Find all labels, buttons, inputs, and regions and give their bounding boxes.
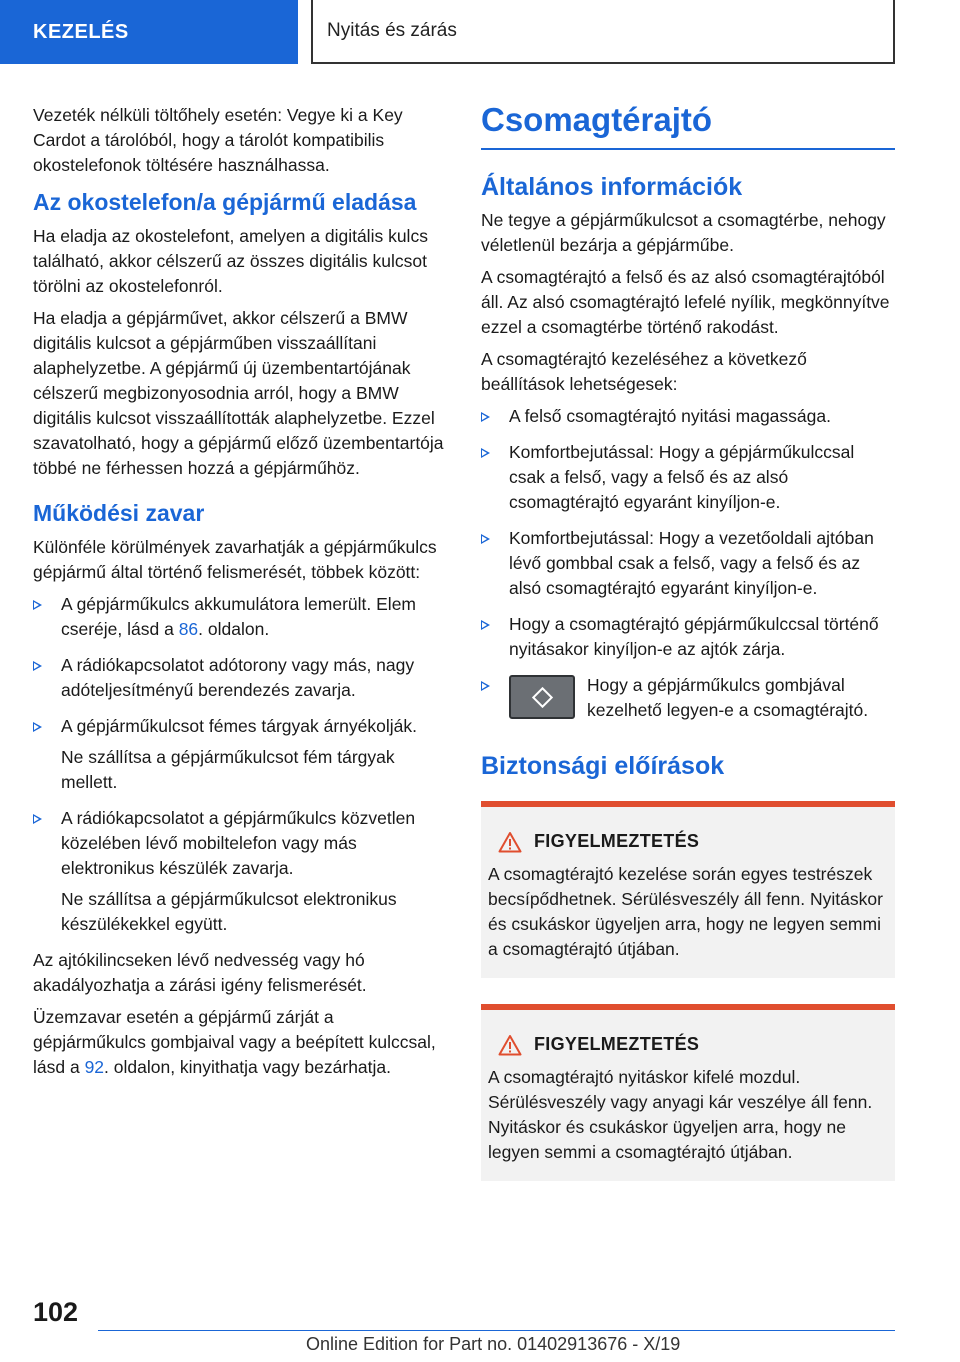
page-number: 102 [33, 1297, 79, 1327]
list-item: Hogy a gépjárműkulcs gombjával kezelhető legyen-e a csomagtérajtó. [481, 673, 895, 723]
warning-text: A csomagtérajtó kezelése során egyes testrészek becsípődhetnek. Sérülésveszély áll fenn. Nyitáskor és csukáskor ügyeljen arra, hogy ne legyen semmi a csomagtérajtó útjában. [488, 864, 883, 959]
list-item: A gépjárműkulcs akkumulátora lemerült. Elem cseréje, lásd a 86. oldalon. [33, 592, 448, 642]
list-item: A felső csomagtérajtó nyitási magassága. [481, 404, 895, 429]
page-link-92[interactable]: 92 [84, 1057, 105, 1077]
page-title: Csomagtérajtó [481, 100, 895, 150]
general-paragraph-3: A csomagtérajtó kezeléséhez a következő beállítások lehetségesek: [481, 349, 807, 394]
triangle-right-icon [481, 681, 490, 691]
warning-box-2 [481, 1004, 895, 1181]
list-item: A gépjárműkulcsot fémes tárgyak árnyékolják. Ne szállítsa a gépjárműkulcsot fém tárgyak mellett. [33, 714, 448, 795]
list-item-note: Ne szállítsa a gépjárműkulcsot elektronikus készülékekkel együtt. [61, 889, 397, 934]
settings-list [481, 404, 895, 723]
section-title: KEZELÉS [33, 20, 129, 43]
list-item: Komfortbejutással: Hogy a gépjárműkulccsal csak a felső, vagy a felső és az alsó csomagtérajtó egyaránt kinyíljon-e. [481, 440, 895, 515]
general-heading: Általános információk [481, 173, 743, 201]
triangle-right-icon [33, 814, 42, 824]
list-item-note: Ne szállítsa a gépjárműkulcsot fém tárgyak mellett. [61, 747, 395, 792]
chapter-tab [311, 0, 895, 64]
sale-paragraph-1: Ha eladja az okostelefont, amelyen a digitális kulcs található, akkor célszerű az összes digitális kulcsot törölni az okostelefonról. [33, 226, 428, 296]
ice-paragraph: Az ajtókilincseken lévő nedvesség vagy hó akadályozhatja a zárási igény felismerését. [33, 950, 367, 995]
general-paragraph-1: Ne tegye a gépjárműkulcsot a csomagtérbe, nehogy véletlenül bezárja a gépjárműbe. [481, 210, 886, 255]
warning-title: FIGYELMEZTETÉS [534, 1034, 700, 1054]
triangle-right-icon [481, 412, 490, 422]
intro-paragraph: Vezeték nélküli töltőhely esetén: Vegye ki a Key Cardot a tárolóból, hogy a tárolót kompatibilis okostelefonok töltésére használhassa. [33, 105, 403, 175]
triangle-right-icon [481, 620, 490, 630]
sale-paragraph-2: Ha eladja a gépjárművet, akkor célszerű a BMW digitális kulcsot a gépjárműben visszaállítani alaphelyzetbe. A gépjármű új üzembentartójának célszerű megbizonyosodnia arról, hogy a BMW digitális kulcsot visszaállították alaphelyzetbe. Ezzel szavatolható, hogy a gépjármű előző üzembentartója többé ne férhessen hozzá a gépjárműhöz. [33, 308, 444, 478]
footer-edition: Online Edition for Part no. 01402913676 - X/19 [306, 1334, 681, 1354]
triangle-right-icon [33, 600, 42, 610]
warning-triangle-icon [498, 1034, 522, 1056]
list-item: A rádiókapcsolatot a gépjárműkulcs közvetlen közelében lévő mobiltelefon vagy más elektronikus készülék zavarja. Ne szállítsa a gépjárműkulcsot elektronikus készülékekkel együtt. [33, 806, 448, 937]
right-column [481, 100, 895, 1207]
malfunction-intro: Különféle körülmények zavarhatják a gépjárműkulcs gépjármű által történő felismerését, többek között: [33, 537, 437, 582]
footer-divider [98, 1330, 895, 1331]
sale-heading: Az okostelefon/a gépjármű eladása [33, 189, 417, 215]
fault-paragraph: Üzemzavar esetén a gépjármű zárját a gépjárműkulcs gombjaival vagy a beépített kulccsal, lásd a 92. oldalon, kinyithatja vagy bezárhatja. [33, 1007, 436, 1077]
list-item: A rádiókapcsolatot adótorony vagy más, nagy adóteljesítményű berendezés zavarja. [33, 653, 448, 703]
triangle-right-icon [33, 661, 42, 671]
left-column [33, 103, 448, 1087]
general-paragraph-2: A csomagtérajtó a felső és az alsó csomagtérajtóból áll. Az alsó csomagtérajtó lefelé nyílik, megkönnyítve ezzel a csomagtérbe történő rakodást. [481, 267, 890, 337]
triangle-right-icon [33, 722, 42, 732]
triangle-right-icon [481, 448, 490, 458]
malfunction-heading: Működési zavar [33, 500, 205, 526]
malfunction-list [33, 592, 448, 937]
triangle-right-icon [481, 534, 490, 544]
list-item: Komfortbejutással: Hogy a vezetőoldali ajtóban lévő gombbal csak a felső, vagy a felső és az alsó csomagtérajtó egyaránt kinyíljon-e. [481, 526, 895, 601]
warning-box-1 [481, 801, 895, 978]
page-link-86[interactable]: 86 [178, 619, 199, 639]
chapter-title: Nyitás és zárás [327, 20, 457, 41]
warning-triangle-icon [498, 831, 522, 853]
safety-heading: Biztonsági előírások [481, 752, 725, 780]
warning-title: FIGYELMEZTETÉS [534, 831, 700, 851]
trunk-key-button-icon [509, 675, 575, 719]
list-item: Hogy a csomagtérajtó gépjárműkulccsal történő nyitásakor kinyíljon-e az ajtók zárja. [481, 612, 895, 662]
warning-text: A csomagtérajtó nyitáskor kifelé mozdul. Sérülésveszély vagy anyagi kár veszélye áll fenn. Nyitáskor és csukáskor ügyeljen arra, hogy ne legyen semmi a csomagtérajtó útjában. [488, 1067, 873, 1162]
section-tab [0, 0, 298, 64]
